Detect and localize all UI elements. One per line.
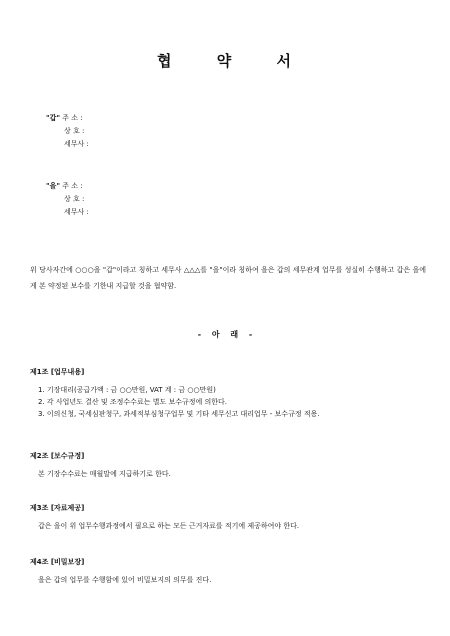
party-b-name-label: 상 호 : (64, 195, 85, 203)
party-b-tax-label: 세무사 : (64, 208, 89, 216)
party-a-name-row (46, 125, 89, 138)
party-a-address-label: 주 소 : (62, 114, 83, 122)
article-heading: 제2조 [보수규정] (30, 452, 85, 460)
party-b-name-row (46, 193, 89, 206)
article-2 (30, 450, 171, 480)
article-item: 본 기장수수료는 매월말에 지급하기로 한다. (38, 470, 171, 478)
article-item: 을은 갑의 업무를 수행함에 있어 비밀보지의 의무를 진다. (38, 576, 212, 584)
article-item: 2. 각 사업년도 결산 및 조정수수료는 별도 보수규정에 의한다. (38, 398, 227, 406)
article-item: 1. 기장대리(공급가액 : 금 ○○만원, VAT 계 : 금 ○○만원) (38, 386, 216, 394)
intro-paragraph: 위 당사자간에 ○○○을 "갑"이라고 칭하고 세무사 △△△를 "을"이라 칭하여 을은 갑의 세무관계 업무를 성실히 수행하고 갑은 을에게 본 약정된 보수를 기한내 지급할 것을 협약함. (30, 266, 426, 290)
party-b-address-row (46, 180, 89, 193)
article-item: 3. 이의신청, 국세심판청구, 과세적부심청구업무 및 기타 세무신고 대리업무 - 보수규정 적용. (38, 410, 320, 418)
party-a-address-row (46, 112, 89, 125)
party-a-tax-row (46, 138, 89, 151)
article-heading: 제4조 [비밀보장] (30, 558, 85, 566)
party-a-tax-label: 세무사 : (64, 140, 89, 148)
article-item: 갑은 을이 위 업무수행과정에서 필요로 하는 모든 근거자료를 적기에 제공하여야 한다. (38, 522, 300, 530)
article-1 (30, 366, 320, 420)
article-3 (30, 502, 299, 532)
party-a-name-label: 상 호 : (64, 127, 85, 135)
party-b-address-label: 주 소 : (62, 182, 83, 190)
section-separator: - 아 래 - (197, 330, 253, 339)
party-b-mark: "을" (46, 182, 61, 190)
party-b-tax-row (46, 206, 89, 219)
party-b-block (46, 180, 89, 219)
party-a-block (46, 112, 89, 151)
document-title: 협 약 서 (157, 52, 293, 70)
article-4 (30, 556, 211, 586)
party-a-mark: "갑" (46, 114, 61, 122)
article-heading: 제1조 [업무내용] (30, 368, 85, 376)
article-heading: 제3조 [자료제공] (30, 504, 85, 512)
